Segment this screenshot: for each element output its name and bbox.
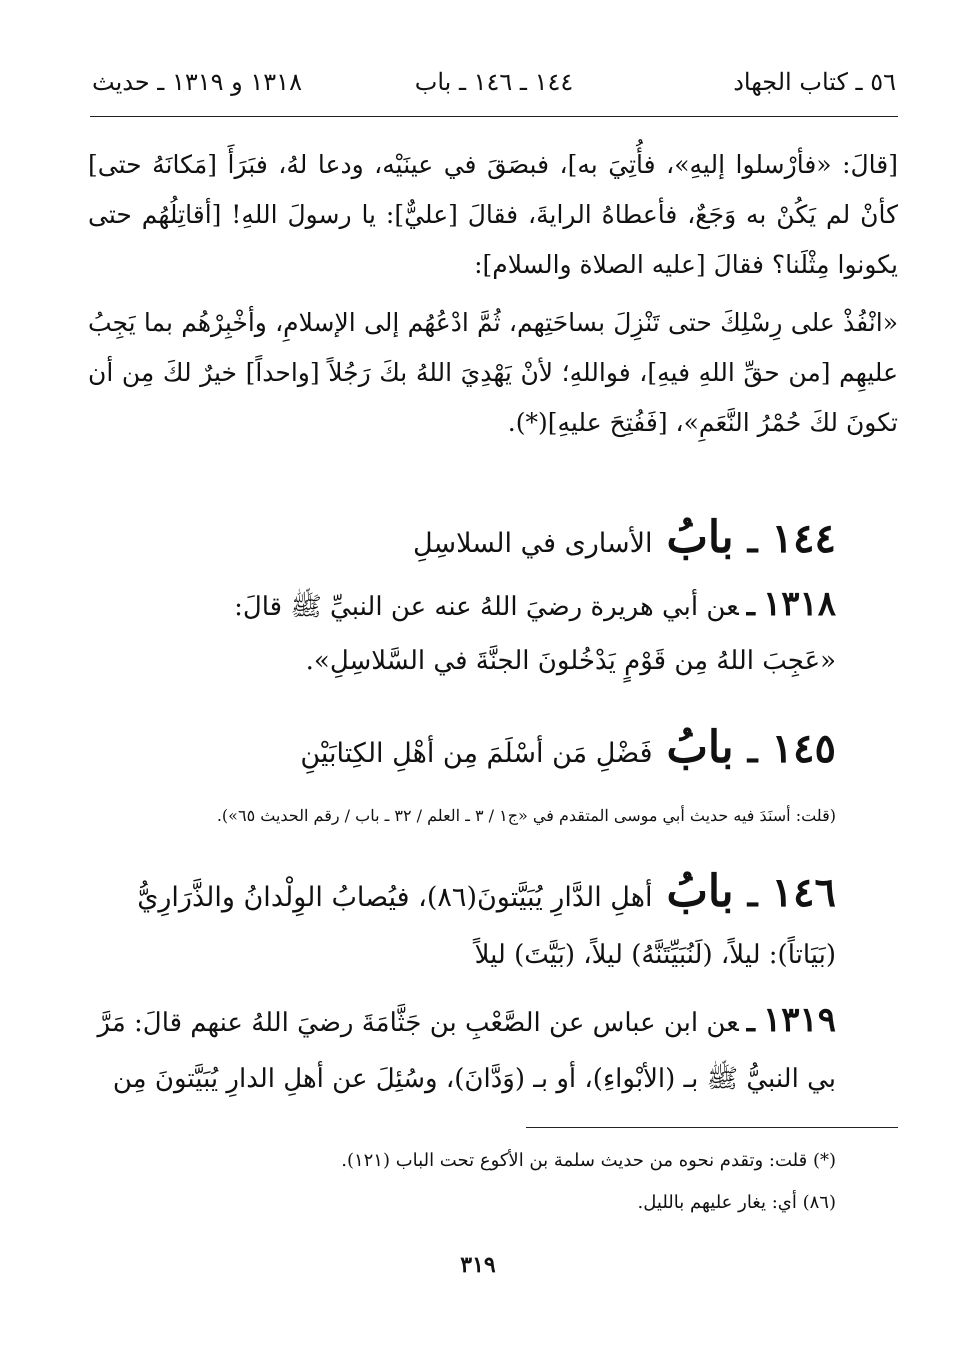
hadith-number: ١٣١٩ [762, 1000, 836, 1040]
footnote-rule [526, 1127, 898, 1128]
chapter-dash: ـ [747, 875, 758, 915]
chapter-146-gloss: (بَيَاتاً): ليلاً، (لَنُبَيِّتَنَّهُ) ليلاً، (بَيَّتَ) ليلاً [474, 940, 836, 970]
paragraph-1: [قالَ: «فأرْسلوا إليهِ»، فأُتِيَ به]، فبصَقَ في عينَيْه، ودعا لهُ، فبَرَأَ [مَكانَهُ حتى] كأنْ لم يَكُنْ به وَجَعٌ، فأعطاهُ الرايةَ، فقالَ [عليٌّ]: يا رسولَ اللهِ! [أقاتِلُهُم حتى يكونوا مِثْلَنا؟ فقالَ [عليه الصلاة والسلام]: [88, 150, 898, 279]
paragraph-2: «انْفُذْ على رِسْلِكَ حتى تَنْزِلَ بساحَتِهم، ثُمَّ ادْعُهُم إلى الإسلامِ، وأخْبِرْهُم بما يَجِبُ عليهِم [من حقِّ اللهِ فيهِ]، فواللهِ؛ لأنْ يَهْدِيَ اللهُ بكَ رَجُلاً [واحداً] خيرٌ لكَ مِن أن تكونَ لكَ حُمْرُ النَّعَمِ»، [فَفُتِحَ عليهِ](*). [88, 308, 898, 437]
hadith-1318-intro [60, 584, 836, 628]
chapter-word: بابُ [666, 722, 734, 773]
chapter-number: ١٤٦ [771, 869, 836, 916]
hadith-intro-text: عن ابن عباس عن الصَّعْبِ بن جَثَّامَةَ رضيَ اللهُ عنهم قالَ: مَرَّ [97, 1008, 739, 1038]
page-number: ٣١٩ [460, 1252, 496, 1278]
chapter-heading-144 [60, 512, 836, 563]
chapter-dash: ـ [747, 521, 758, 561]
chapter-heading-145 [60, 722, 836, 773]
hadith-1318-text: «عَجِبَ اللهُ مِن قَوْمٍ يَدْخُلونَ الجنَّةَ في السَّلاسِلِ». [305, 646, 836, 676]
hadith-dash: ـ [746, 589, 755, 622]
chapter-title: فَضْلِ مَن أسْلَمَ مِن أهْلِ الكِتابَيْنِ [300, 738, 653, 769]
hadith-1319-line2: بي النبيُّ ﷺ بـ (الأبْواءِ)، أو بـ (وَدَّانَ)، وسُئِلَ عن أهلِ الدارِ يُبَيَّتونَ مِن [112, 1064, 836, 1094]
chapter-word: بابُ [666, 512, 734, 563]
chapter-dash: ـ [747, 731, 758, 771]
footnote-star: (*) قلت: وتقدم نحوه من حديث سلمة بن الأكوع تحت الباب (١٢١). [341, 1150, 836, 1171]
hadith-1319-intro [60, 1000, 836, 1040]
chapter-title: الأسارى في السلاسِلِ [413, 528, 653, 559]
chapter-heading-146 [60, 866, 836, 917]
chapter-number: ١٤٤ [771, 515, 836, 562]
chapter-title: أهلِ الدَّارِ يُبَيَّتونَ(٨٦)، فيُصابُ الوِلْدانُ والذَّرَارِيُّ [137, 882, 653, 913]
running-header [92, 62, 896, 102]
continuation-text [88, 140, 898, 448]
hadith-dash: ـ [746, 1005, 755, 1038]
header-rule [90, 116, 898, 117]
hadith-number: ١٣١٨ [762, 584, 836, 624]
chapter-word: بابُ [666, 866, 734, 917]
editor-note-145: (قلت: أسنَدَ فيه حديث أبي موسى المتقدم في «ج١ / ٣ ـ العلم / ٣٢ ـ باب / رقم الحديث ٦٥»). [216, 806, 836, 825]
header-sections: ١٤٤ ـ ١٤٦ ـ باب [414, 68, 574, 96]
header-chapter: ٥٦ ـ كتاب الجهاد [733, 68, 896, 96]
chapter-number: ١٤٥ [771, 725, 836, 772]
header-hadiths: ١٣١٨ و ١٣١٩ ـ حديث [92, 68, 302, 96]
hadith-intro-text: عن أبي هريرة رضيَ اللهُ عنه عن النبيِّ ﷺ قالَ: [234, 592, 739, 622]
footnote-86: (٨٦) أي: يغار عليهم بالليل. [637, 1192, 836, 1213]
